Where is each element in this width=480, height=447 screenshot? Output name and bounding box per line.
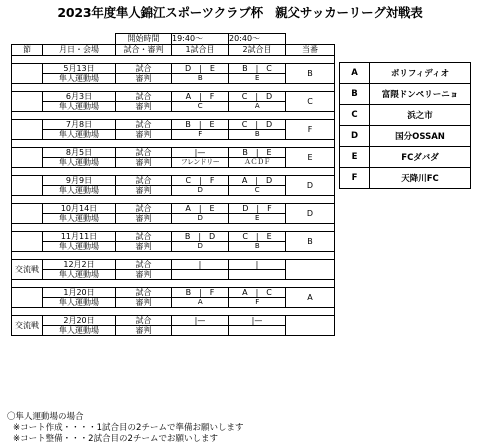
match2-referee	[229, 326, 286, 336]
match1-pairing: C | F	[172, 176, 229, 186]
duty-team: B	[286, 232, 335, 252]
match2-pairing: C | D	[229, 120, 286, 130]
round-venue: 隼人運動場	[43, 186, 116, 196]
round-venue: 隼人運動場	[43, 214, 116, 224]
match-label: 試合	[116, 92, 172, 102]
round-venue: 隼人運動場	[43, 102, 116, 112]
ref-label: 審判	[116, 270, 172, 280]
start-time-label: 開始時間	[116, 34, 172, 45]
round-row-match	[12, 204, 335, 214]
round-separator	[12, 252, 335, 260]
match2-referee: E	[229, 214, 286, 224]
ref-label: 審判	[116, 186, 172, 196]
duty-team: D	[286, 176, 335, 196]
match2-referee: B	[229, 242, 286, 252]
team-name: 浜之市	[370, 105, 471, 126]
duty-team: F	[286, 120, 335, 140]
schedule-table	[11, 33, 335, 336]
round-separator	[12, 224, 335, 232]
header-row-columns	[12, 45, 335, 56]
ref-label: 審判	[116, 242, 172, 252]
round-date: 1月20日	[43, 288, 116, 298]
match1-pairing: B | F	[172, 288, 229, 298]
match1-referee: D	[172, 214, 229, 224]
team-row	[340, 105, 471, 126]
team-code: B	[340, 84, 370, 105]
col-header-section: 節	[12, 45, 43, 56]
match2-referee: A	[229, 102, 286, 112]
ref-label: 審判	[116, 102, 172, 112]
time-slot-2: 20:40～	[229, 34, 286, 45]
round-section	[12, 120, 43, 140]
duty-team: E	[286, 148, 335, 168]
round-section	[12, 92, 43, 112]
round-separator	[12, 196, 335, 204]
round-section: 交流戦	[12, 316, 43, 336]
round-venue: 隼人運動場	[43, 130, 116, 140]
round-venue: 隼人運動場	[43, 158, 116, 168]
match2-pairing: B | C	[229, 64, 286, 74]
round-date: 11月11日	[43, 232, 116, 242]
match-label: 試合	[116, 204, 172, 214]
duty-team: B	[286, 64, 335, 84]
round-section	[12, 148, 43, 168]
match1-referee	[172, 270, 229, 280]
round-row-match	[12, 148, 335, 158]
round-date: 7月8日	[43, 120, 116, 130]
header-row-time	[12, 34, 335, 45]
duty-team	[286, 260, 335, 280]
match2-referee: ＡＣＤＦ	[229, 158, 286, 168]
round-separator	[12, 308, 335, 316]
round-section	[12, 204, 43, 224]
match1-pairing: D | E	[172, 64, 229, 74]
round-separator	[12, 168, 335, 176]
team-row	[340, 63, 471, 84]
round-separator	[12, 84, 335, 92]
match1-referee: フレンドリー	[172, 158, 229, 168]
round-date: 12月2日	[43, 260, 116, 270]
match2-pairing: C | E	[229, 232, 286, 242]
round-row-match	[12, 260, 335, 270]
round-date: 2月20日	[43, 316, 116, 326]
match1-referee: F	[172, 130, 229, 140]
team-code: A	[340, 63, 370, 84]
round-separator	[12, 280, 335, 288]
note-line: ※コート整備・・・2試合目の2チームでお願いします	[13, 434, 218, 444]
round-separator	[12, 56, 335, 64]
round-date: 9月9日	[43, 176, 116, 186]
match-label: 試合	[116, 148, 172, 158]
round-row-match	[12, 176, 335, 186]
match2-referee: F	[229, 298, 286, 308]
round-separator	[12, 112, 335, 120]
col-header-duty: 当番	[286, 45, 335, 56]
round-date: 10月14日	[43, 204, 116, 214]
match1-referee: A	[172, 298, 229, 308]
round-venue: 隼人運動場	[43, 298, 116, 308]
note-line: 〇隼人運動場の場合	[7, 412, 84, 422]
team-name: 富隈ドンペリーニョ	[370, 84, 471, 105]
match2-referee: B	[229, 130, 286, 140]
match2-pairing: |—	[229, 316, 286, 326]
ref-label: 審判	[116, 214, 172, 224]
match2-pairing: |	[229, 260, 286, 270]
match2-referee	[229, 270, 286, 280]
round-venue: 隼人運動場	[43, 242, 116, 252]
round-row-match	[12, 92, 335, 102]
match2-referee: C	[229, 186, 286, 196]
ref-label: 審判	[116, 326, 172, 336]
round-row-match	[12, 316, 335, 326]
duty-team: A	[286, 288, 335, 308]
round-section	[12, 288, 43, 308]
match1-referee	[172, 326, 229, 336]
match1-pairing: A | E	[172, 204, 229, 214]
col-header-match-ref: 試合・審判	[116, 45, 172, 56]
match-label: 試合	[116, 260, 172, 270]
round-row-match	[12, 120, 335, 130]
match1-referee: D	[172, 186, 229, 196]
match2-pairing: C | D	[229, 92, 286, 102]
round-section	[12, 176, 43, 196]
match1-pairing: |	[172, 260, 229, 270]
round-row-match	[12, 288, 335, 298]
match1-pairing: |—	[172, 316, 229, 326]
notes	[7, 412, 243, 445]
match-label: 試合	[116, 176, 172, 186]
match1-pairing: B | D	[172, 232, 229, 242]
team-row	[340, 126, 471, 147]
round-date: 8月5日	[43, 148, 116, 158]
page-title: 2023年度隼人錦江スポーツクラブ杯 親父サッカーリーグ対戦表	[57, 5, 423, 20]
note-line: ※コート作成・・・・1試合目の2チームで準備お願いします	[13, 423, 244, 433]
col-header-date-venue: 月日・会場	[43, 45, 116, 56]
round-row-match	[12, 64, 335, 74]
match1-referee: B	[172, 74, 229, 84]
match1-pairing: |—	[172, 148, 229, 158]
round-section	[12, 64, 43, 84]
team-code: D	[340, 126, 370, 147]
team-name: FCダバダ	[370, 147, 471, 168]
team-code: E	[340, 147, 370, 168]
match-label: 試合	[116, 288, 172, 298]
round-date: 5月13日	[43, 64, 116, 74]
ref-label: 審判	[116, 158, 172, 168]
ref-label: 審判	[116, 298, 172, 308]
match-label: 試合	[116, 316, 172, 326]
team-name: ポリフィディオ	[370, 63, 471, 84]
team-name: 天降川FC	[370, 168, 471, 189]
time-slot-1: 19:40～	[172, 34, 229, 45]
team-row	[340, 147, 471, 168]
round-venue: 隼人運動場	[43, 74, 116, 84]
team-row	[340, 168, 471, 189]
team-code: F	[340, 168, 370, 189]
team-name: 国分OSSAN	[370, 126, 471, 147]
match-label: 試合	[116, 120, 172, 130]
match2-pairing: A | C	[229, 288, 286, 298]
col-header-match2: 2試合目	[229, 45, 286, 56]
match1-referee: C	[172, 102, 229, 112]
match1-pairing: B | E	[172, 120, 229, 130]
match2-pairing: B | E	[229, 148, 286, 158]
round-section: 交流戦	[12, 260, 43, 280]
col-header-match1: 1試合目	[172, 45, 229, 56]
match1-pairing: A | F	[172, 92, 229, 102]
team-code: C	[340, 105, 370, 126]
round-section	[12, 232, 43, 252]
round-separator	[12, 140, 335, 148]
match1-referee: D	[172, 242, 229, 252]
round-date: 6月3日	[43, 92, 116, 102]
round-row-match	[12, 232, 335, 242]
match-label: 試合	[116, 232, 172, 242]
ref-label: 審判	[116, 74, 172, 84]
duty-team: C	[286, 92, 335, 112]
round-venue: 隼人運動場	[43, 326, 116, 336]
team-legend	[339, 62, 471, 189]
match2-referee: E	[229, 74, 286, 84]
match2-pairing: D | F	[229, 204, 286, 214]
duty-team	[286, 316, 335, 336]
ref-label: 審判	[116, 130, 172, 140]
match-label: 試合	[116, 64, 172, 74]
team-row	[340, 84, 471, 105]
match2-pairing: A | D	[229, 176, 286, 186]
round-venue: 隼人運動場	[43, 270, 116, 280]
duty-team: D	[286, 204, 335, 224]
